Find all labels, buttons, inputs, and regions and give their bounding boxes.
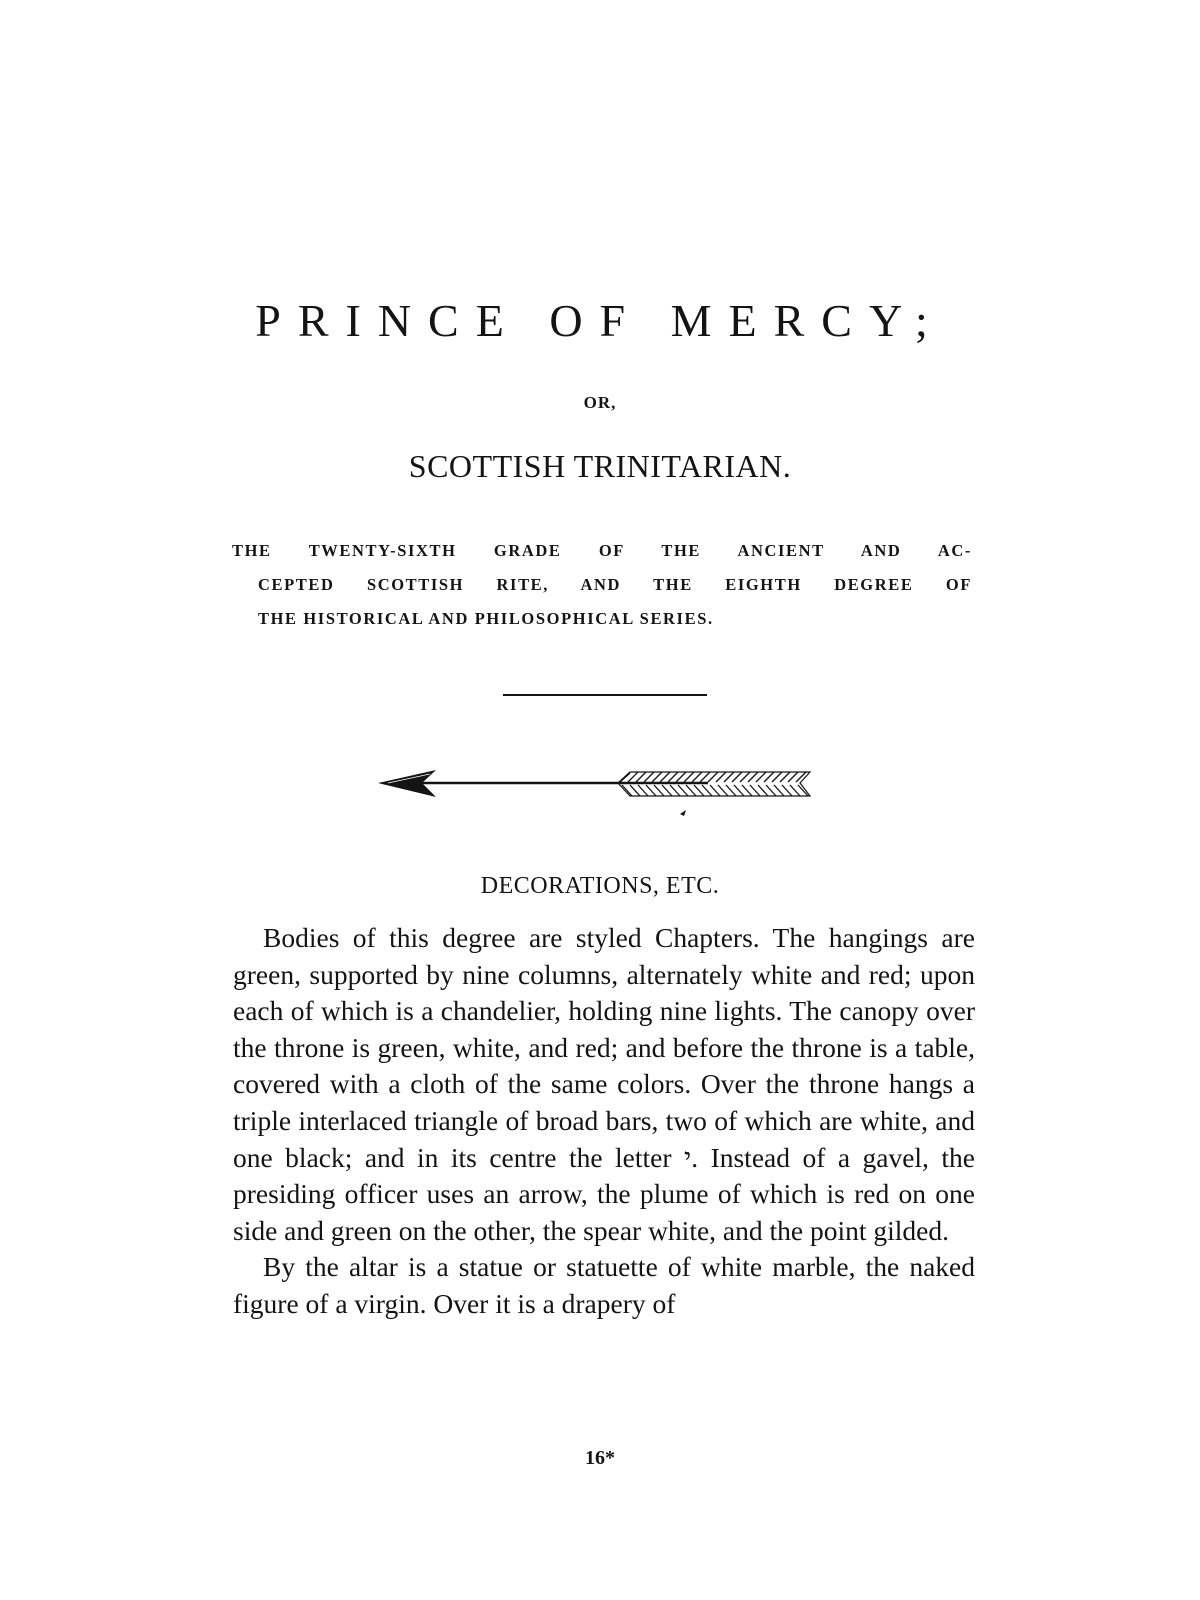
page-number: 16* [585,1447,615,1469]
grade-line-3: THE HISTORICAL AND PHILOSOPHICAL SERIES. [258,609,714,628]
body-text [233,920,975,1323]
page-title: PRINCE OF MERCY; [255,295,945,346]
grade-line-1: THE TWENTY-SIXTH GRADE OF THE ANCIENT AND AC- [232,541,972,560]
grade-description [232,534,972,636]
section-heading: DECORATIONS, ETC. [480,873,720,899]
arrow-icon [378,770,828,840]
divider-rule [503,694,707,696]
grade-line-2: CEPTED SCOTTISH RITE, AND THE EIGHTH DEGREE OF [258,575,972,594]
paragraph: Bodies of this degree are styled Chapters. The hangings are green, supported by nine columns, alternately white and red; upon each of which is a chandelier, holding nine lights. The canopy over the throne is green, white, and red; and before the throne is a table, covered with a cloth of the same colors. Over the throne hangs a triple interlaced triangle of broad bars, two of which are white, and one black; and in its centre the letter י. Instead of a gavel, the presiding officer uses an arrow, the plume of which is red on one side and green on the other, the spear white, and the point gilded. [233,922,975,1246]
paragraph: By the altar is a statue or statuette of white marble, the naked figure of a virgin. Over it is a drapery of [233,1251,975,1319]
page-subtitle: SCOTTISH TRINITARIAN. [408,448,792,484]
title-conjunction: OR, [583,393,617,412]
